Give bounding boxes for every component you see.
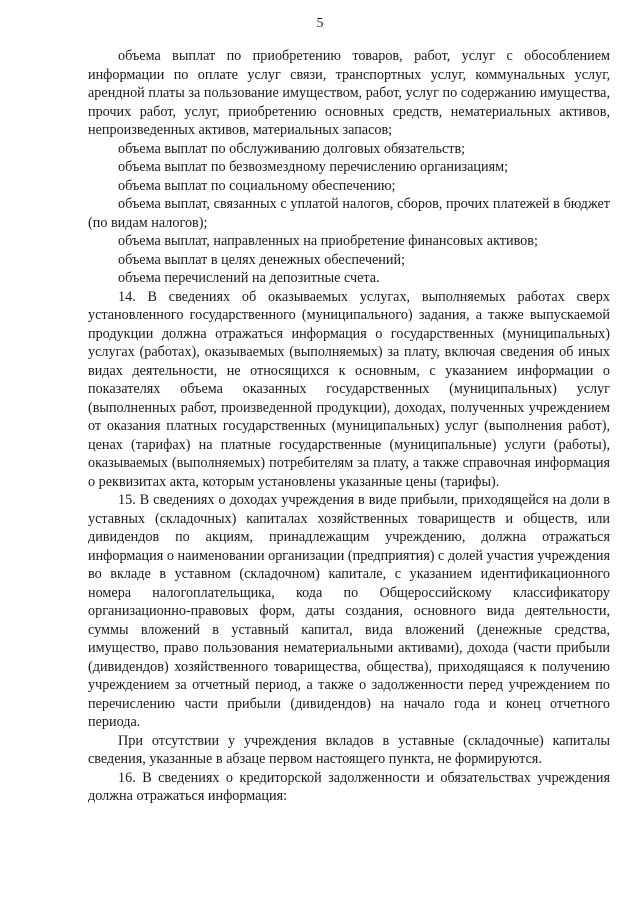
list-item: объема выплат в целях денежных обеспечений; bbox=[118, 251, 406, 268]
list-item: объема выплат по обслуживанию долговых обязательств; bbox=[118, 140, 466, 157]
list-item: объема перечислений на депозитные счета. bbox=[118, 270, 380, 286]
list-item: объема выплат, связанных с уплатой налогов, сборов, прочих платежей в бюджет (по видам налогов); bbox=[88, 196, 610, 231]
paragraph-15-note: При отсутствии у учреждения вкладов в уставные (складочные) капиталы сведения, указанные в абзаце первом настоящего пункта, не формируются. bbox=[88, 732, 610, 767]
document-body bbox=[88, 47, 610, 806]
paragraph-14: 14. В сведениях об оказываемых услугах, выполняемых работах сверх установленного государственного (муниципального) задания, а также выпускаемой продукции должна отражаться информация о государственных (муниципальных) услугах (работах), оказываемых (выполняемых) за плату, включая сведения об иных видах деятельности, не относящихся к основным, с указанием информации о показателях объема оказанных государственных (муниципальных) услуг (выполненных работ, произведенной продукции), доходах, полученных учреждением от оказания платных государственных (муниципальных) услуг (выполнения работ), ценах (тарифах) на платные государственные (муниципальные) услуги (работы), оказываемых (выполняемых) потребителям за плату, а также справочная информация о реквизитах акта, которым установлены указанные цены (тарифы). bbox=[88, 288, 610, 490]
list-item: объема выплат, направленных на приобретение финансовых активов; bbox=[118, 233, 538, 249]
paragraph-16: 16. В сведениях о кредиторской задолженности и обязательствах учреждения должна отражаться информация: bbox=[88, 769, 610, 804]
page-number: 5 bbox=[316, 16, 324, 31]
list-item: объема выплат по безвозмездному перечислению организациям; bbox=[118, 159, 509, 175]
list-item: объема выплат по приобретению товаров, работ, услуг с обособлением информации по оплате услуг связи, транспортных услуг, коммунальных услуг, арендной платы за пользование имуществом, работ, услуг по содержанию имущества, прочих работ, услуг, приобретению основных средств, нематериальных активов, непроизведенных активов, материальных запасов; bbox=[88, 48, 610, 138]
list-item: объема выплат по социальному обеспечению; bbox=[118, 177, 396, 194]
paragraph-15: 15. В сведениях о доходах учреждения в виде прибыли, приходящейся на доли в уставных (складочных) капиталах хозяйственных товариществ и обществ, или дивидендов по акциям, принадлежащим учреждению, должна отражаться информация о наименовании организации (предприятия) с долей участия учреждения во вкладе в уставном (складочном) капитале, с указанием идентификационного номера налогоплательщика, кода по Общероссийскому классификатору организационно-правовых форм, даты создания, основного вида деятельности, суммы вложений в уставный капитал, вида вложений (денежные средства, имущество, право пользования нематериальными активами), дохода (части прибыли (дивидендов) хозяйственного товарищества, общества), приходящаяся к получению учреждением за отчетный период, а также о задолженности перед учреждением по перечислению части прибыли (дивидендов) на начало года и конец отчетного периода. bbox=[88, 492, 610, 730]
